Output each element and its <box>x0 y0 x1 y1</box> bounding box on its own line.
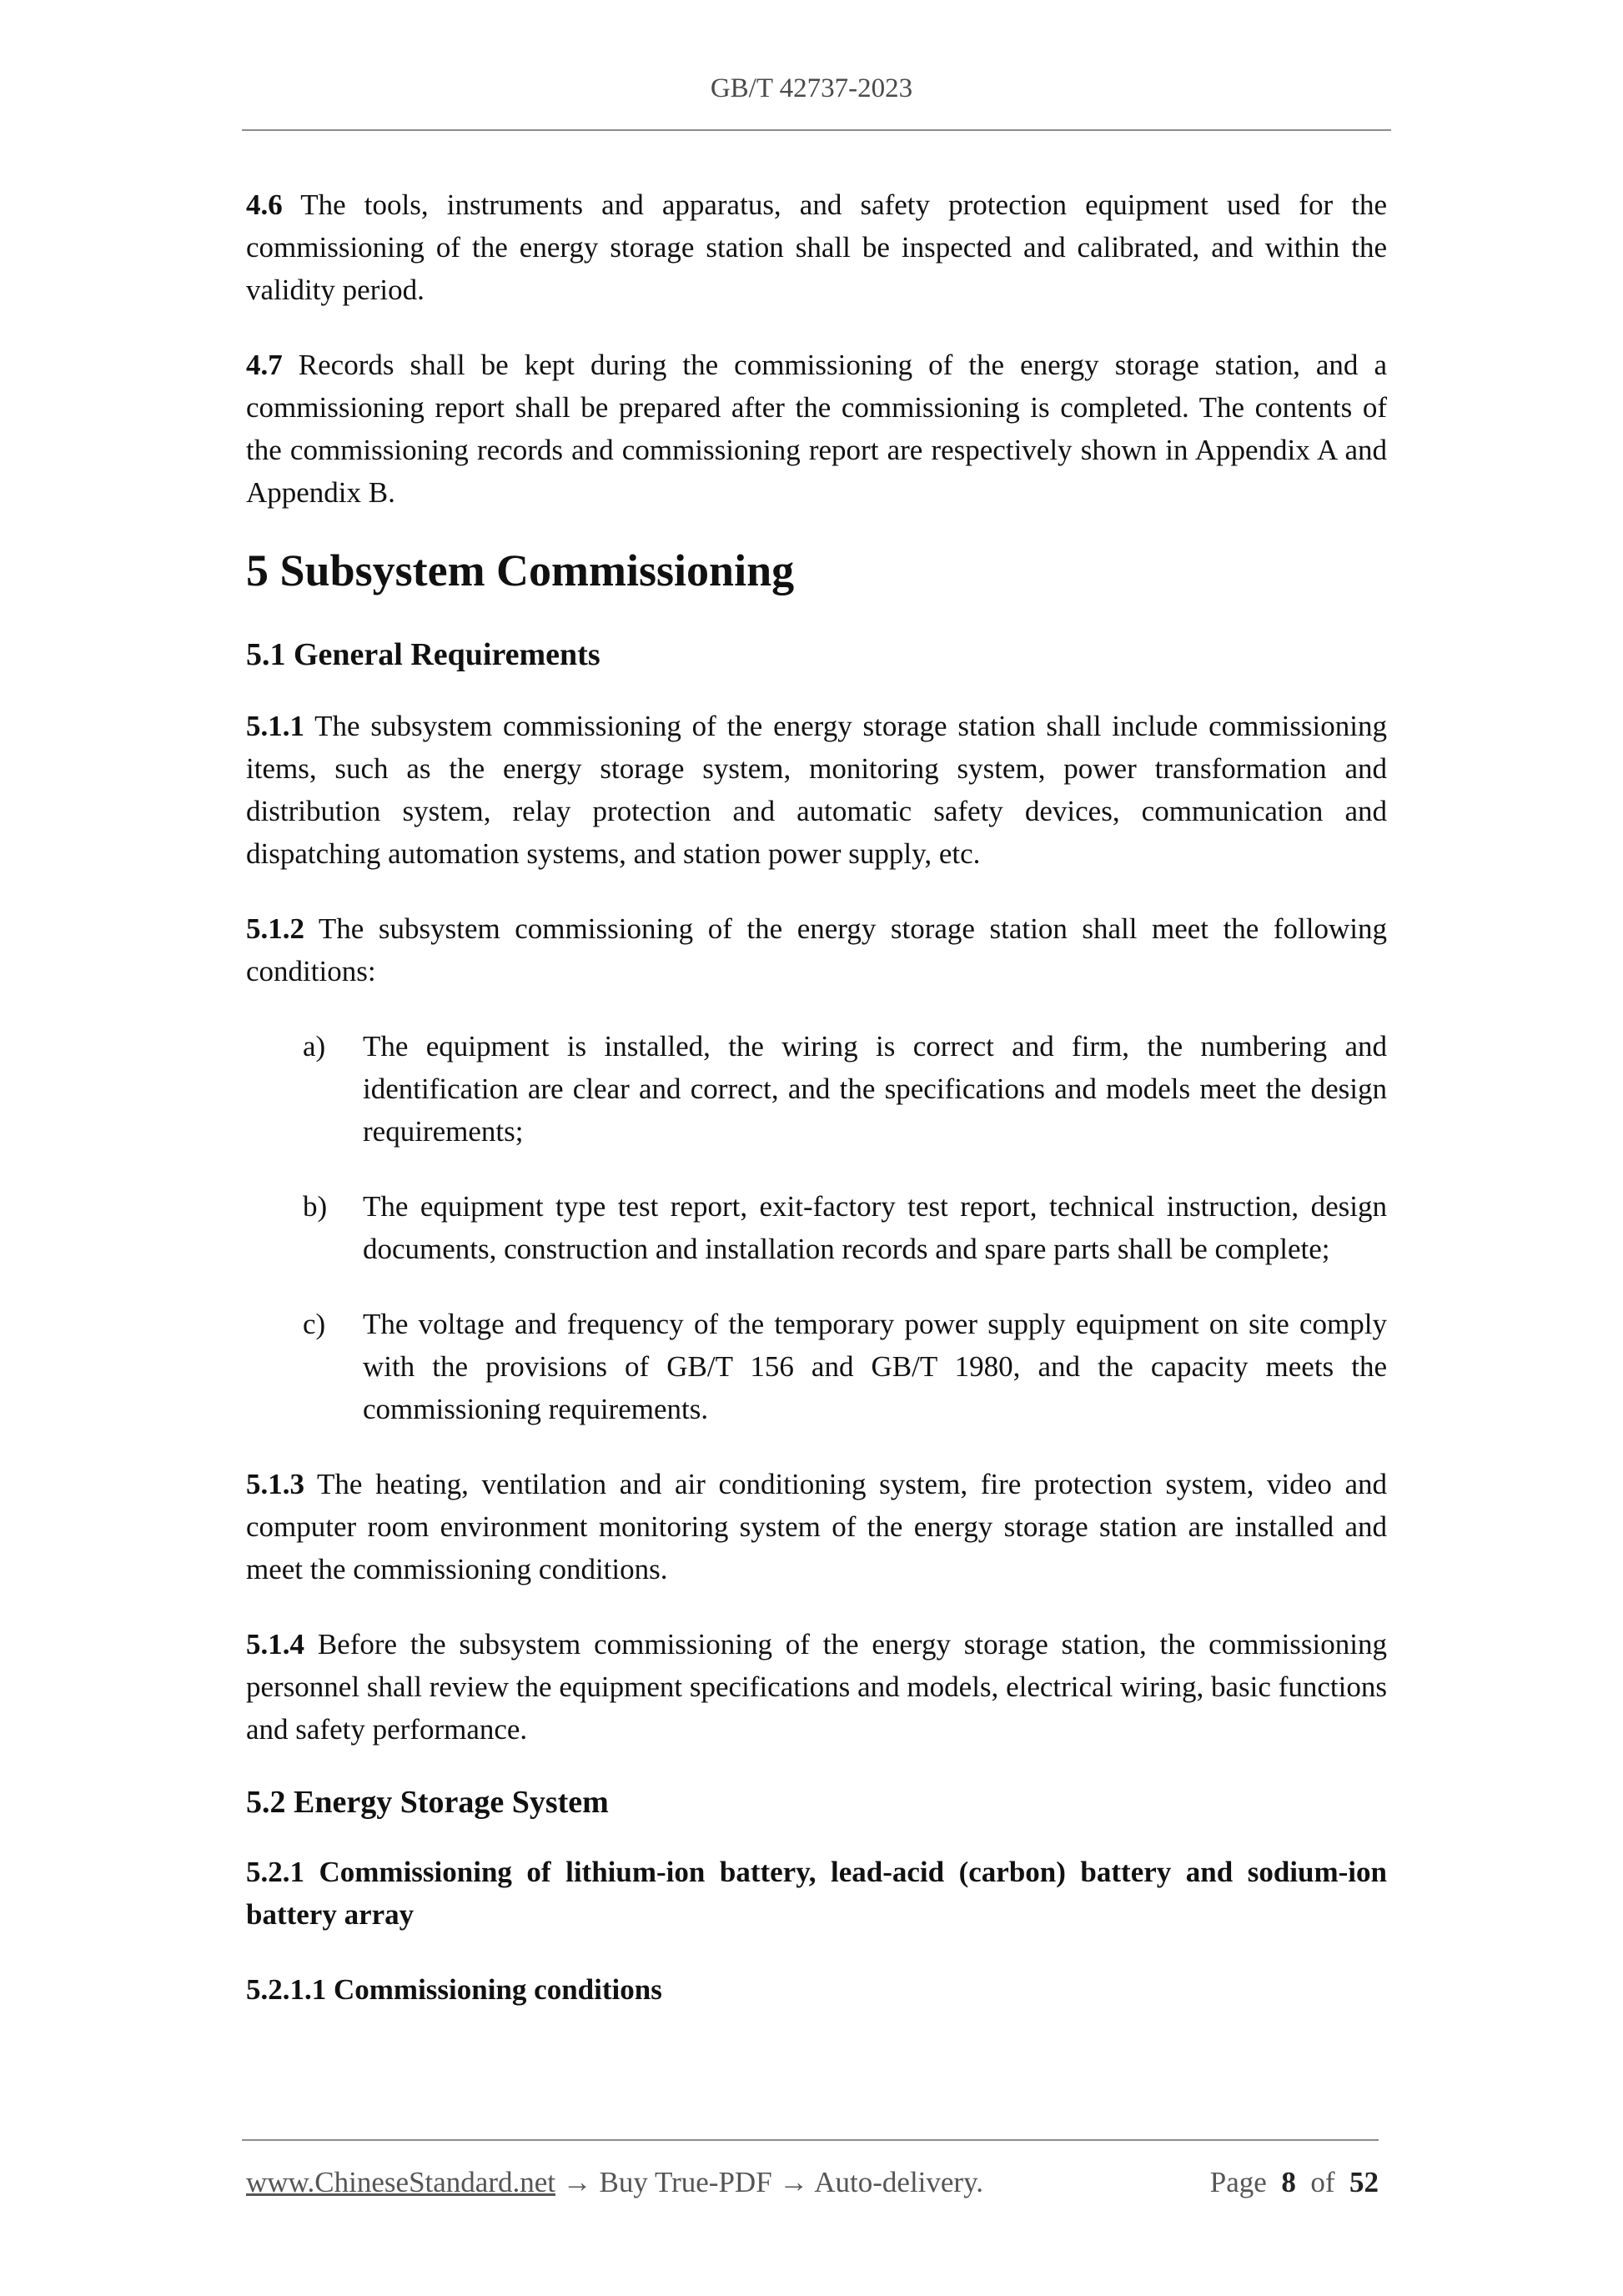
list-item-b <box>246 1185 1387 1270</box>
buy-true-pdf-text: Buy True-PDF <box>599 2166 772 2198</box>
clause-text: Records shall be kept during the commissioning of the energy storage station, and a commissioning report shall be prepared after the commissioning is completed. The contents of the commissioning records and commissioning report are respectively shown in Appendix A and Appendix B. <box>246 349 1387 509</box>
subsection-heading-5-1: 5.1 General Requirements <box>246 637 600 672</box>
auto-delivery-text: Auto-delivery. <box>814 2166 984 2198</box>
clause-text: The heating, ventilation and air conditioning system, fire protection system, video and computer room environment monitoring system of the energy storage station are installed and meet the commissioning conditions. <box>246 1468 1387 1585</box>
list-item-text: The equipment type test report, exit-factory test report, technical instruction, design documents, construction and installation records and spare parts shall be complete; <box>363 1190 1387 1265</box>
list-marker: b) <box>303 1190 328 1223</box>
list-item-text: The voltage and frequency of the temporary power supply equipment on site comply with the provisions of GB/T 156 and GB/T 1980, and the capacity meets the commissioning requirements. <box>363 1308 1387 1425</box>
arrow-right-icon: → <box>562 2166 592 2198</box>
clause-heading-5-2-1-1: 5.2.1.1 Commissioning conditions <box>246 1973 662 2006</box>
website-link[interactable]: www.ChineseStandard.net <box>246 2166 555 2198</box>
page-indicator <box>1210 2162 1379 2203</box>
clause-number: 5.1.3 <box>246 1468 304 1500</box>
document-code-header: GB/T 42737-2023 <box>710 73 913 103</box>
list-item-text: The equipment is installed, the wiring is correct and firm, the numbering and identification are clear and correct, and the specifications and models meet the design requirements; <box>363 1030 1387 1148</box>
arrow-right-icon: → <box>779 2166 809 2198</box>
list-item-c <box>246 1303 1387 1430</box>
clause-5-1-1 <box>246 705 1387 875</box>
clause-text: The tools, instruments and apparatus, and safety protection equipment used for the commissioning of the energy storage station shall be inspected and calibrated, and within the validity period. <box>246 188 1387 306</box>
page-footer <box>246 2162 1379 2203</box>
page-label: Page <box>1209 2166 1267 2198</box>
clause-5-1-2 <box>246 907 1387 992</box>
clause-5-1-3 <box>246 1463 1387 1590</box>
clause-text: The subsystem commissioning of the energy storage station shall include commissioning items, such as the energy storage system, monitoring system, power transformation and distribution system, relay protection and automatic safety devices, communication and dispatching automation systems, and station power supply, etc. <box>246 710 1388 870</box>
list-item-a <box>246 1025 1387 1153</box>
clause-4-7 <box>246 344 1387 514</box>
clause-number: 5.1.1 <box>246 710 304 742</box>
list-marker: c) <box>303 1308 326 1340</box>
clause-number: 4.6 <box>246 188 283 221</box>
clause-number: 5.1.2 <box>246 912 304 945</box>
header-divider <box>242 129 1391 131</box>
clause-number: 5.1.4 <box>246 1628 304 1660</box>
clause-text: The subsystem commissioning of the energy storage station shall meet the following conditions: <box>246 912 1387 987</box>
page-number: 8 <box>1281 2166 1296 2198</box>
of-label: of <box>1310 2166 1335 2198</box>
clause-heading-5-2-1: 5.2.1 Commissioning of lithium-ion battery, lead-acid (carbon) battery and sodium-ion battery array <box>246 1856 1387 1931</box>
section-heading-5: 5 Subsystem Commissioning <box>246 545 795 595</box>
clause-number: 4.7 <box>246 349 283 381</box>
clause-5-1-4 <box>246 1623 1387 1751</box>
clause-text: Before the subsystem commissioning of the energy storage station, the commissioning personnel shall review the equipment specifications and models, electrical wiring, basic functions and safety performance. <box>246 1628 1388 1746</box>
total-pages: 52 <box>1349 2166 1379 2198</box>
page-content <box>246 183 1387 2011</box>
footer-divider <box>242 2139 1379 2141</box>
subsection-heading-5-2: 5.2 Energy Storage System <box>246 1785 609 1820</box>
clause-4-6 <box>246 183 1387 311</box>
list-marker: a) <box>303 1030 326 1063</box>
